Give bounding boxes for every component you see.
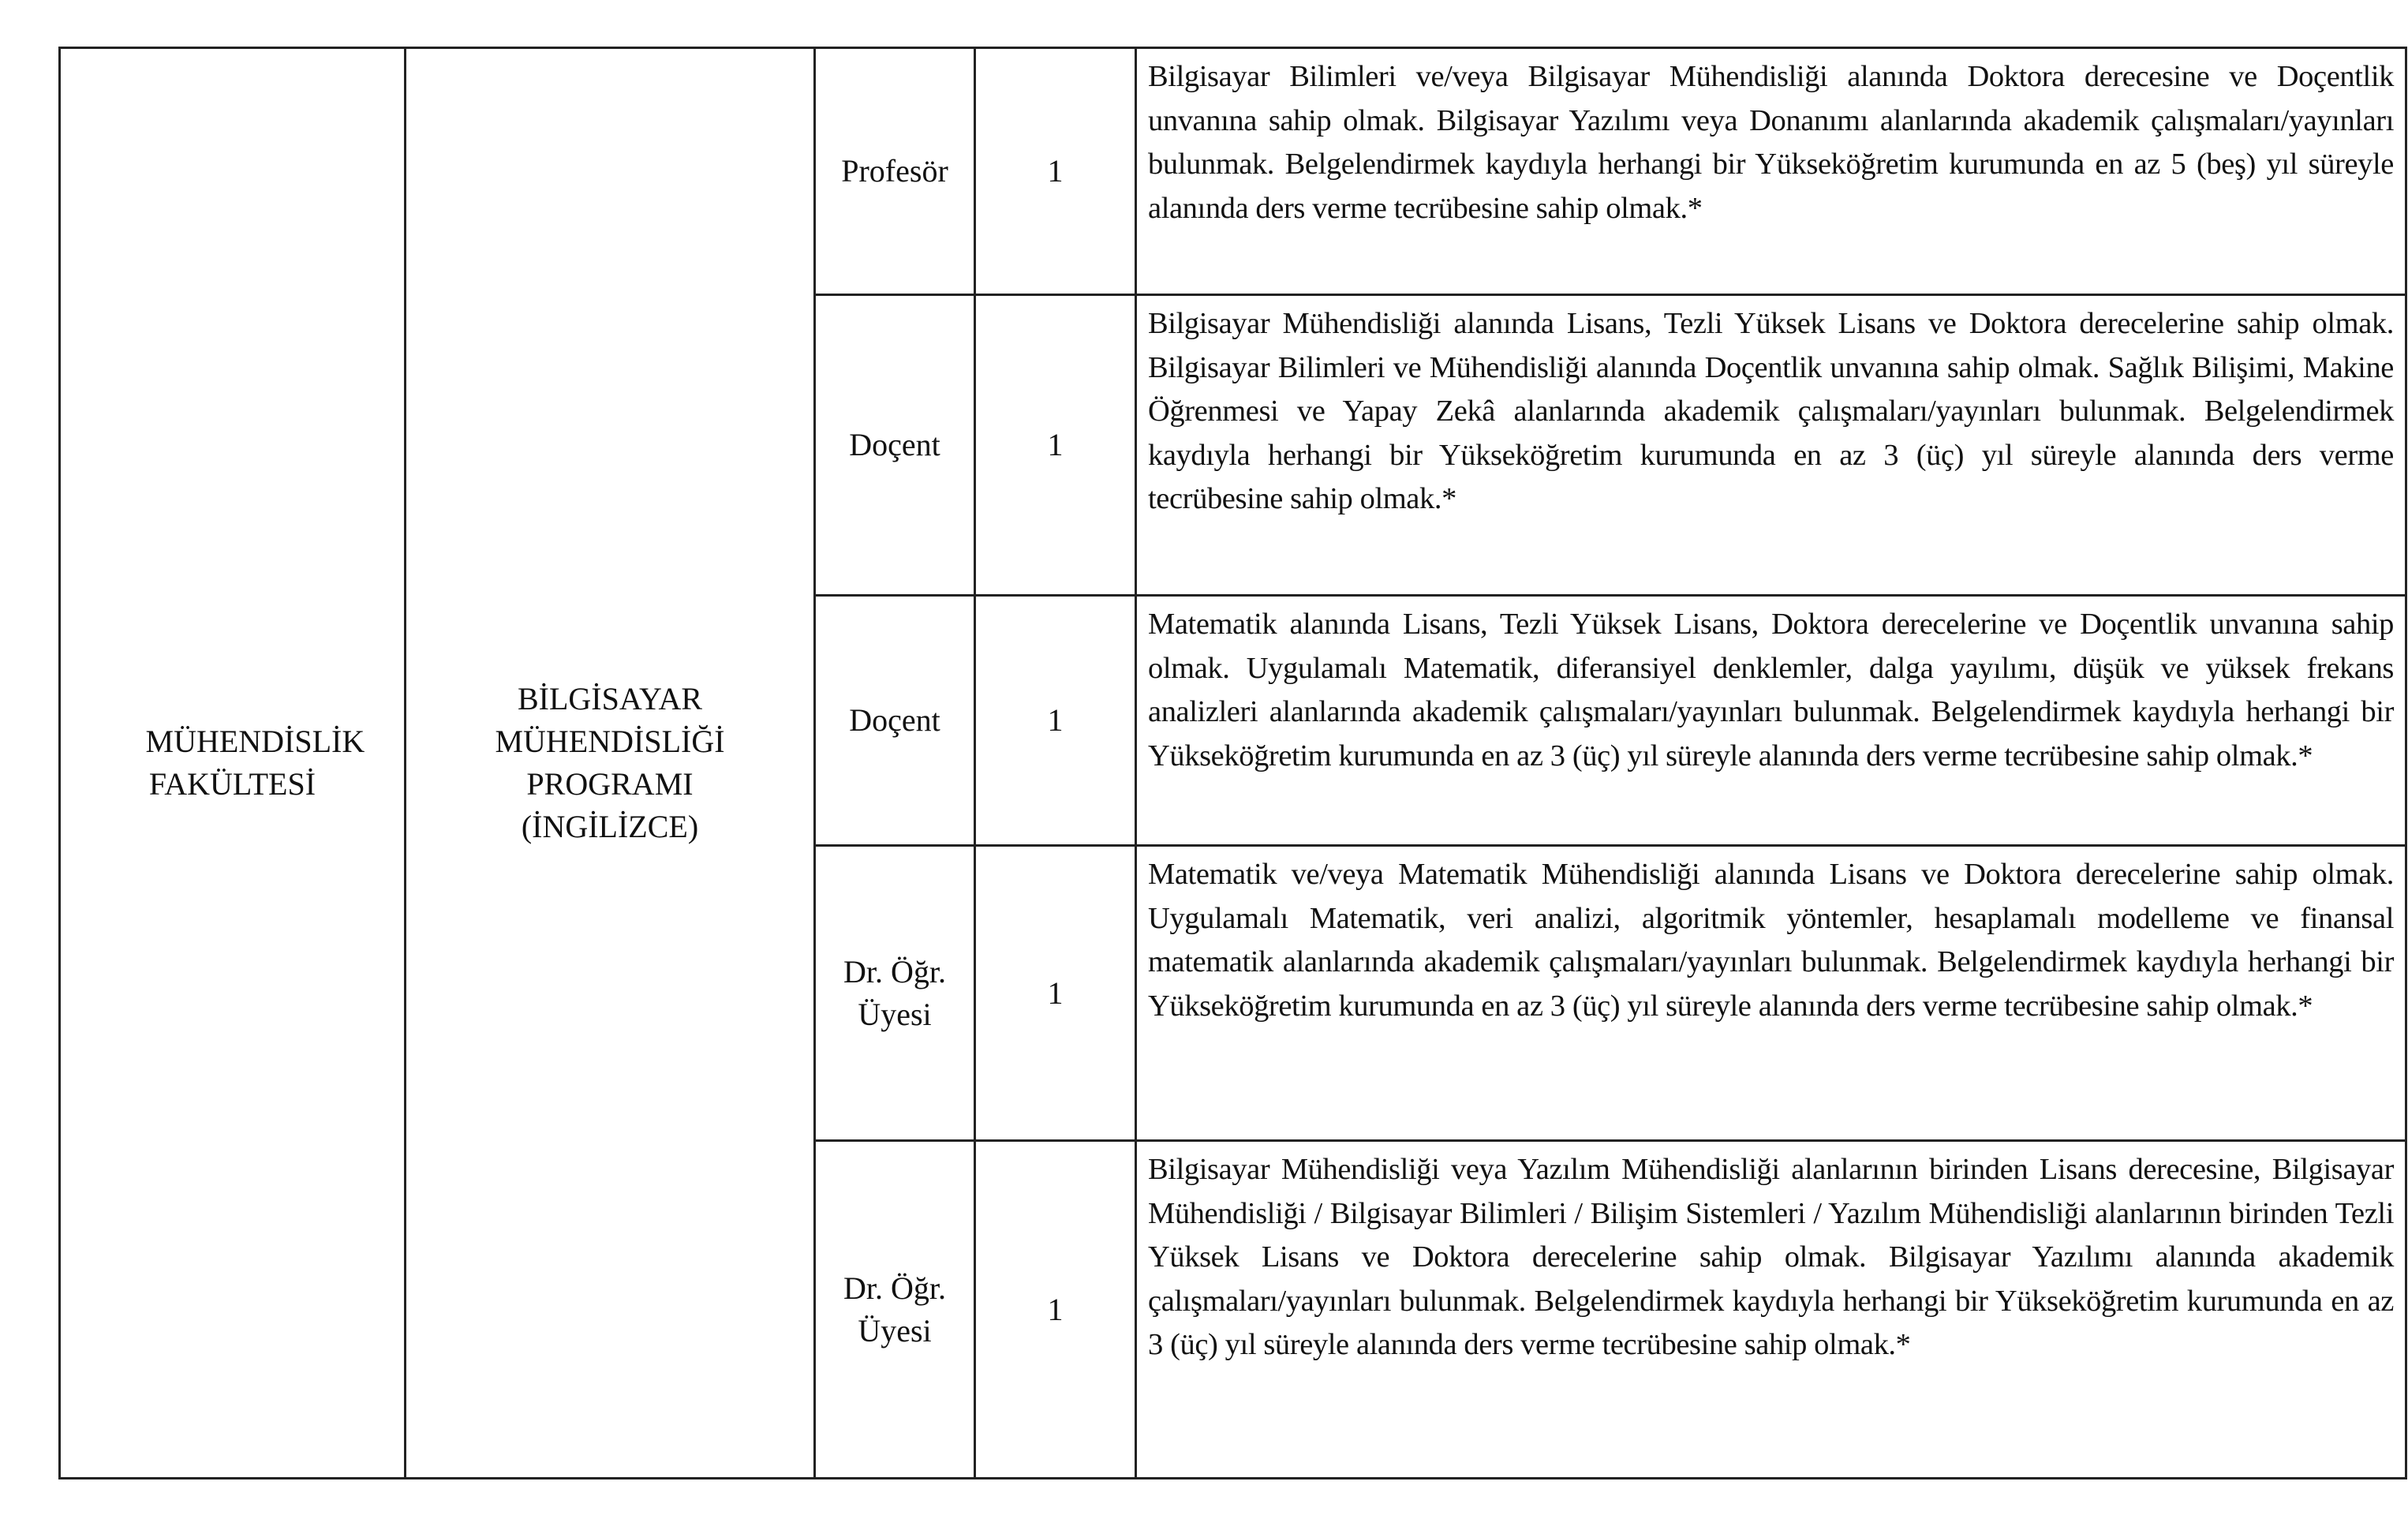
- position-title: Doçent: [815, 596, 975, 846]
- position-requirements: Matematik ve/veya Matematik Mühendisliği alanında Lisans ve Doktora derecelerine sahip olmak. Uygulamalı Matematik, veri analizi, algoritmik yöntemler, hesaplamalı modelleme ve finansal matematik alanlarında akademik çalışmaları/yayınları bulunmak. Belgelendirmek kaydıyla herhangi bir Yükseköğretim kurumunda en az 3 (üç) yıl süreyle alanında ders verme tecrübesine sahip olmak.*: [1136, 846, 2406, 1141]
- position-requirements: Bilgisayar Bilimleri ve/veya Bilgisayar Mühendisliği alanında Doktora derecesine ve Doçentlik unvanına sahip olmak. Bilgisayar Yazılımı veya Donanımı alanlarında akademik çalışmaları/yayınları bulunmak. Belgelendirmek kaydıyla herhangi bir Yükseköğretim kurumunda en az 5 (beş) yıl süreyle alanında ders verme tecrübesine sahip olmak.*: [1136, 48, 2406, 295]
- faculty-name: MÜHENDİSLİK FAKÜLTESİ: [145, 724, 365, 802]
- position-requirements: Matematik alanında Lisans, Tezli Yüksek Lisans, Doktora derecelerine ve Doçentlik unvanına sahip olmak. Uygulamalı Matematik, diferansiyel denklemler, dalga yayılımı, düşük ve yüksek frekans analizleri alanlarında akademik çalışmaları/yayınları bulunmak. Belgelendirmek kaydıyla herhangi bir Yükseköğretim kurumunda en az 3 (üç) yıl süreyle alanında ders verme tecrübesine sahip olmak.*: [1136, 596, 2406, 846]
- position-title: [815, 1141, 975, 1479]
- position-count: 1: [975, 846, 1136, 1141]
- position-title: [815, 846, 975, 1141]
- position-count: 1: [975, 48, 1136, 295]
- table-row: [60, 48, 2406, 295]
- position-title: Profesör: [815, 48, 975, 295]
- position-count: 1: [975, 596, 1136, 846]
- position-count: 1: [975, 1141, 1136, 1479]
- position-requirements: Bilgisayar Mühendisliği alanında Lisans, Tezli Yüksek Lisans ve Doktora derecelerine sahip olmak. Bilgisayar Bilimleri ve Mühendisliği alanında Doçentlik unvanına sahip olmak. Sağlık Bilişimi, Makine Öğrenmesi ve Yapay Zekâ alanlarında akademik çalışmaları/yayınları bulunmak. Belgelendirmek kaydıyla herhangi bir Yükseköğretim kurumunda en az 3 (üç) yıl süreyle alanında ders verme tecrübesine sahip olmak.*: [1136, 295, 2406, 596]
- program-cell: [406, 48, 815, 1479]
- position-count: 1: [975, 295, 1136, 596]
- position-title-text: Dr. Öğr. Üyesi: [843, 953, 946, 1032]
- position-title: Doçent: [815, 295, 975, 596]
- position-title-text: Dr. Öğr. Üyesi: [843, 1270, 946, 1349]
- position-requirements: Bilgisayar Mühendisliği veya Yazılım Mühendisliği alanlarının birinden Lisans derecesine, Bilgisayar Mühendisliği / Bilgisayar Bilimleri / Bilişim Sistemleri / Yazılım Mühendisliği alanlarının birinden Tezli Yüksek Lisans ve Doktora derecelerine sahip olmak. Bilgisayar Yazılımı alanında akademik çalışmaları/yayınları bulunmak. Belgelendirmek kaydıyla herhangi bir Yükseköğretim kurumunda en az 3 (üç) yıl süreyle alanında ders verme tecrübesine sahip olmak.*: [1136, 1141, 2406, 1479]
- faculty-cell: [60, 48, 406, 1479]
- program-name: BİLGİSAYAR MÜHENDİSLİĞİ PROGRAMI (İNGİLİZCE): [495, 681, 725, 844]
- positions-table: [58, 47, 2407, 1479]
